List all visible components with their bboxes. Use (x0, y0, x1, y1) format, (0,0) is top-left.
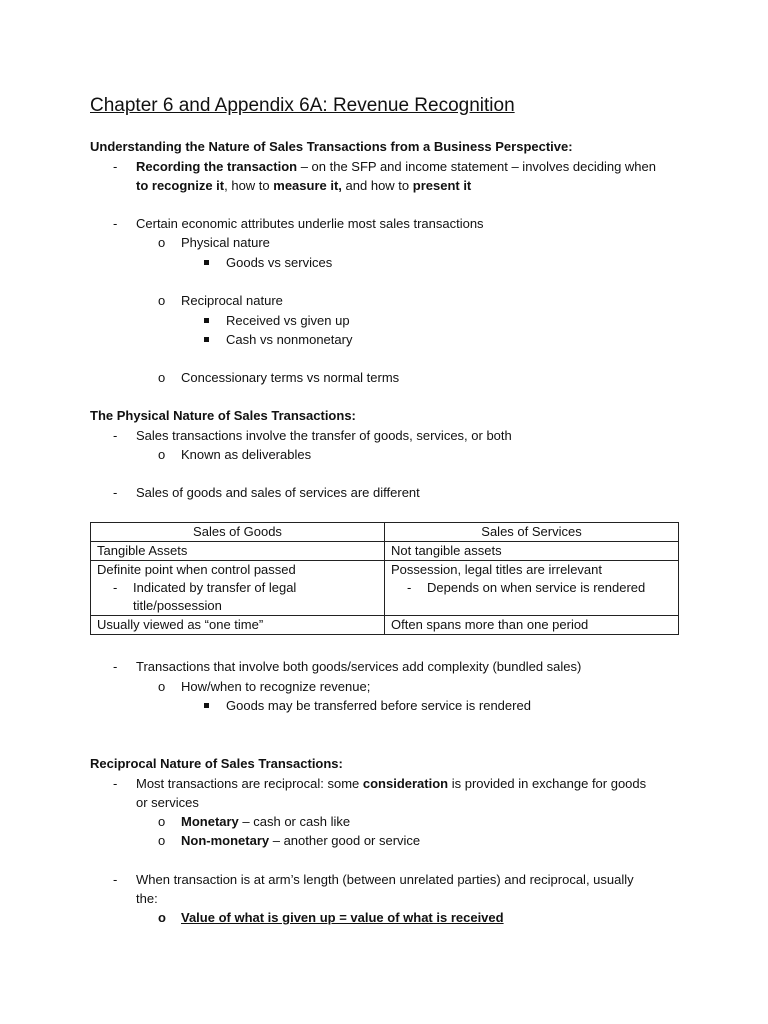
page-title: Chapter 6 and Appendix 6A: Revenue Recognition (90, 95, 515, 116)
recognize-term: to recognize it (136, 178, 225, 193)
table-header-goods: Sales of Goods (91, 523, 385, 542)
physical-nature-item: Physical nature (181, 235, 270, 250)
square-bullet (204, 260, 209, 265)
circle-bullet: o (158, 293, 166, 308)
circle-bullet: o (158, 447, 166, 462)
arms-length-line1: When transaction is at arm’s length (between unrelated parties) and reciprocal, usually (136, 872, 634, 887)
table-header-row (91, 523, 679, 542)
circle-bullet: o (158, 370, 166, 385)
present-term: present it (412, 178, 472, 193)
dash-bullet: - (113, 659, 118, 674)
table-row (91, 561, 679, 616)
circle-bullet: o (158, 910, 166, 925)
reciprocal-transactions-line2: or services (136, 795, 199, 810)
circle-bullet: o (158, 235, 166, 250)
circle-bullet: o (158, 833, 166, 848)
transfer-goods-services-text: Sales transactions involve the transfer of goods, services, or both (136, 428, 512, 443)
possession-irrelevant-text: Possession, legal titles are irrelevant (391, 562, 602, 577)
reciprocal-text: Most transactions are reciprocal: some (136, 776, 363, 791)
dash-bullet: - (407, 580, 412, 595)
table-header-services: Sales of Services (385, 523, 679, 542)
deliverables-item: Known as deliverables (181, 447, 312, 462)
recording-transaction-term: Recording the transaction (136, 159, 298, 174)
table-row (91, 616, 679, 635)
table-cell: Usually viewed as “one time” (91, 616, 385, 635)
goods-before-service-item: Goods may be transferred before service is rendered (226, 698, 531, 713)
recording-transaction-line1 (136, 158, 656, 176)
table-cell (385, 561, 679, 616)
monetary-term: Monetary (181, 814, 239, 829)
non-monetary-term: Non-monetary (181, 833, 270, 848)
goods-vs-services-item: Goods vs services (226, 255, 333, 270)
dash-bullet: - (113, 485, 118, 500)
dash-bullet: - (113, 159, 118, 174)
bundled-sales-text: Transactions that involve both goods/services add complexity (bundled sales) (136, 659, 582, 674)
connector-text: and how to (341, 178, 413, 193)
section-heading-business-perspective: Understanding the Nature of Sales Transactions from a Business Perspective: (90, 139, 573, 154)
arms-length-line2: the: (136, 891, 158, 906)
recording-transaction-line2 (136, 177, 471, 195)
dash-bullet: - (113, 776, 118, 791)
table-sub-item (391, 579, 672, 597)
square-bullet (204, 703, 209, 708)
section-heading-reciprocal-nature: Reciprocal Nature of Sales Transactions: (90, 756, 343, 771)
measure-term: measure it, (273, 178, 342, 193)
non-monetary-desc: – another good or service (269, 833, 421, 848)
reciprocal-nature-item: Reciprocal nature (181, 293, 283, 308)
cash-vs-nonmonetary-item: Cash vs nonmonetary (226, 332, 353, 347)
value-equality-item: Value of what is given up = value of what is received (181, 910, 504, 925)
square-bullet (204, 318, 209, 323)
table-cell (91, 561, 385, 616)
control-passed-text: Definite point when control passed (97, 562, 296, 577)
table-cell: Tangible Assets (91, 542, 385, 561)
dash-bullet: - (113, 216, 118, 231)
dash-bullet: - (113, 428, 118, 443)
circle-bullet: o (158, 814, 166, 829)
section-heading-physical-nature: The Physical Nature of Sales Transactions: (90, 408, 356, 423)
table-cell: Not tangible assets (385, 542, 679, 561)
table-cell: Often spans more than one period (385, 616, 679, 635)
circle-bullet: o (158, 679, 166, 694)
square-bullet (204, 337, 209, 342)
received-vs-given-item: Received vs given up (226, 313, 350, 328)
concessionary-terms-item: Concessionary terms vs normal terms (181, 370, 400, 385)
monetary-desc: – cash or cash like (238, 814, 351, 829)
non-monetary-item (181, 832, 420, 850)
service-rendered-text: Depends on when service is rendered (427, 580, 646, 595)
recognize-revenue-item: How/when to recognize revenue; (181, 679, 371, 694)
monetary-item (181, 813, 350, 831)
reciprocal-text: is provided in exchange for goods (448, 776, 647, 791)
connector-text: , how to (224, 178, 274, 193)
economic-attributes-text: Certain economic attributes underlie most sales transactions (136, 216, 484, 231)
consideration-term: consideration (362, 776, 449, 791)
legal-title-text: Indicated by transfer of legal title/possession (133, 580, 297, 613)
dash-bullet: - (113, 580, 118, 595)
dash-bullet: - (113, 872, 118, 887)
reciprocal-transactions-line1 (136, 775, 646, 793)
goods-services-different-text: Sales of goods and sales of services are different (136, 485, 420, 500)
table-sub-item (97, 579, 378, 615)
table-row (91, 542, 679, 561)
goods-vs-services-table (90, 522, 679, 635)
recording-transaction-text: – on the SFP and income statement – involves deciding when (297, 159, 656, 174)
